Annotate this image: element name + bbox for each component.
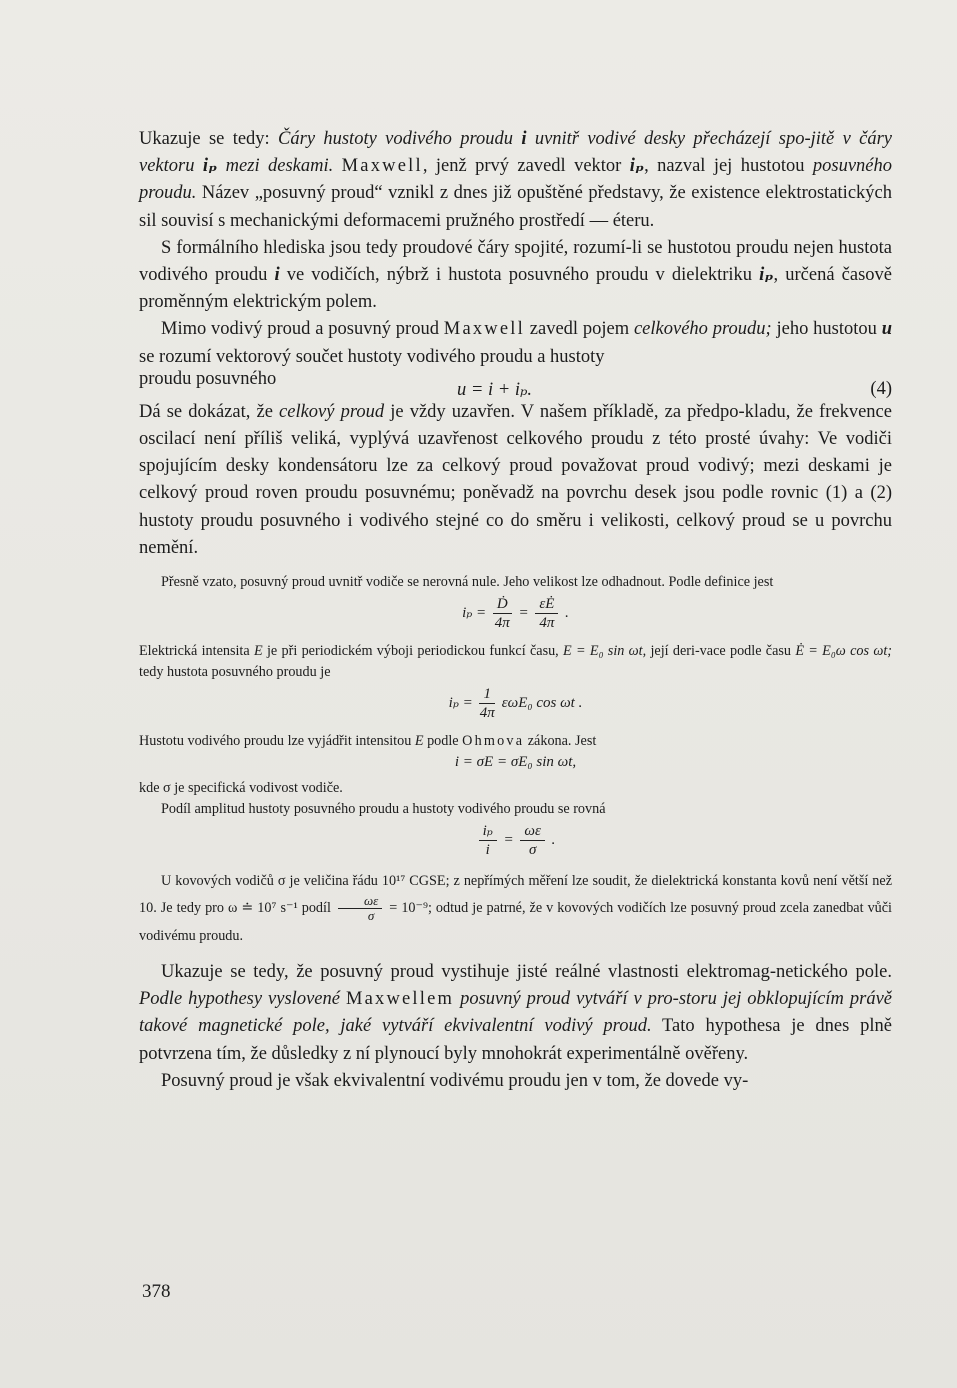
note-1: Přesně vzato, posuvný proud uvnitř vodiče se nerovná nule. Jeho velikost lze odhadnout. Podle definice jest (161, 574, 774, 591)
text: je vždy uzavřen. V našem příkladě, za předpo-kladu, že frekvence oscilací není příliš veliká, vyplývá uzavřenost celkového proudu z této prosté úvahy: Ve vodiči spojujícím desky kondensátoru lze za celkový proud považovat proud vodivý; mezi deskami je celkový proud roven proudu posuvnému; poněvadž na povrchu desek jsou podle rovnic (1) a (2) hustoty proudu posuvného i vodivého stejné co do směru i velikosti, celkový proud se u povrchu nemění. (139, 401, 892, 558)
text: Elektrická intensita (139, 643, 254, 660)
fraction (520, 822, 545, 859)
text: S formálního hlediska jsou tedy proudové čáry spojité, rozumí-li se hustotou proudu nejen hustota vodivého proudu (139, 237, 892, 286)
text: E (414, 733, 424, 750)
symbol: iₚ (629, 156, 645, 177)
math-text: . (551, 831, 556, 848)
symbol: iₚ (202, 156, 218, 177)
text: , nazval jej hustotou (644, 156, 813, 177)
text: podle (423, 733, 463, 750)
text: zavedl pojem (524, 319, 634, 340)
paragraph-1 (139, 126, 892, 235)
equation-4-line (139, 368, 892, 400)
math-text: . (565, 604, 569, 621)
fraction (493, 595, 512, 632)
text: U kovových vodičů σ je veličina řádu 10¹⁷ CGSE; z nepřímých měření lze soudit, že dielektrická konstanta kovů není větší než 10. Je tedy pro ω ≐ 10⁷ s⁻¹ podíl (139, 873, 892, 916)
equation-4: u = i + iₚ. (457, 379, 533, 400)
page-number: 378 (142, 1281, 171, 1302)
text: Ė = E₀ω cos ωt; (795, 643, 893, 660)
math-text: i = σE = σE₀ sin ωt, (454, 754, 577, 771)
formula-ratio (139, 822, 892, 866)
text: celkový proud (279, 401, 385, 422)
text: celkového proudu; (633, 319, 772, 340)
fraction (535, 595, 558, 632)
denominator: σ (367, 908, 375, 924)
text: Ukazuje se tedy, že posuvný proud vystihuje jisté reálné vlastnosti elektromag-netického pole. (161, 962, 892, 983)
paragraph-3 (139, 316, 892, 370)
symbol: i (521, 129, 527, 149)
paragraph-6: Posuvný proud je však ekvivalentní vodivému proudu jen v tom, že dovede vy- (161, 1070, 749, 1091)
denominator: 4π (539, 615, 555, 632)
fraction (338, 894, 382, 923)
math-text: iₚ = (462, 604, 487, 621)
name-maxwell: Maxwell (341, 156, 423, 177)
note-6 (139, 868, 892, 949)
paragraph-2 (139, 235, 892, 317)
body-text (139, 126, 892, 1095)
math-text: iₚ = (448, 694, 473, 711)
text (333, 156, 341, 176)
fraction (479, 822, 497, 859)
paragraph-4 (139, 399, 892, 562)
text: tedy hustota posuvného proudu je (139, 664, 331, 681)
math-text: = (518, 604, 529, 621)
text: Hustotu vodivého proudu lze vyjádřit intensitou (139, 733, 415, 750)
text: proudu posuvného (139, 368, 277, 389)
numerator: ωε (520, 822, 545, 841)
text: zákona. Jest (524, 733, 597, 750)
text: Mimo vodivý proud a posuvný proud (161, 319, 444, 340)
numerator: εĖ (535, 595, 558, 614)
name-ohm: Ohmova (462, 733, 525, 750)
text: Název „posuvný proud“ vznikl z dnes již opuštěné představy, že existence elektrostatických sil souvisí s mechanickými deformacemi pružného prostředí — éteru. (139, 183, 892, 231)
text: E (253, 643, 263, 660)
text: Podle hypothesy vyslovené (139, 989, 346, 1010)
text: Ukazuje se tedy: (139, 129, 279, 149)
note-2 (139, 641, 892, 683)
paragraph-5 (139, 959, 892, 1068)
formula-ip-definition (139, 595, 892, 639)
text: posuvný proud vytváří v pro-storu jej obklopujícím právě takové magnetické pole, jaké vytváří ekvivalentní vodivý proud. (139, 989, 892, 1037)
text: uvnitř vodivé desky přecházejí spo-jitě v čáry vektoru (139, 129, 892, 177)
fraction (479, 685, 495, 722)
formula-ip-value (139, 685, 892, 729)
symbol: iₚ (759, 265, 774, 286)
text: = 10⁻⁹; odtud je patrné, že v kovových vodičích lze posuvný proud zcela zanedbat vůči vodivému proudu. (139, 899, 893, 945)
symbol: i (274, 265, 280, 286)
text: Dá se dokázat, že (139, 401, 280, 422)
text: posuvného proudu. (139, 156, 892, 204)
name-maxwell: Maxwell (443, 319, 525, 340)
formula-ohm (139, 754, 892, 778)
text: jeho hustotou (771, 319, 882, 340)
text: je při periodickém výboji periodickou funkcí času, (262, 643, 564, 660)
text: mezi deskami. (217, 156, 334, 177)
text: ve vodičích, nýbrž i hustota posuvného proudu v dielektriku (279, 265, 760, 286)
numerator: ωε (338, 894, 382, 909)
text: E = E₀ sin ωt, (563, 643, 647, 660)
note-4: kde σ je specifická vodivost vodiče. (139, 780, 343, 797)
equation-number: (4) (870, 378, 892, 399)
text: Tato hypothesa je dnes plně potvrzena tím, že důsledky z ní plynoucí byly mnohokrát experimentálně ověřeny. (139, 1016, 893, 1064)
math-text: = (503, 831, 514, 848)
denominator: 4π (479, 705, 495, 722)
note-5: Podíl amplitud hustoty posuvného proudu a hustoty vodivého proudu se rovná (161, 801, 606, 818)
text: , určená časově proměnným elektrickým polem. (139, 265, 892, 313)
math-text: εωE₀ cos ωt . (501, 694, 583, 711)
denominator: 4π (494, 615, 510, 632)
text: její deri-vace podle času (646, 643, 796, 660)
name-maxwell: Maxwellem (345, 989, 455, 1010)
text: , jenž prvý zavedl vektor (422, 156, 630, 177)
symbol: u (881, 319, 892, 340)
numerator: 1 (479, 685, 495, 704)
denominator: σ (528, 842, 537, 859)
note-3 (139, 731, 892, 752)
text: Čáry hustoty vodivého proudu (278, 129, 522, 149)
numerator: iₚ (479, 822, 497, 841)
denominator: i (485, 842, 490, 859)
text: se rozumí vektorový součet hustoty vodivého proudu a hustoty (139, 346, 605, 367)
numerator: Ḋ (493, 595, 512, 614)
